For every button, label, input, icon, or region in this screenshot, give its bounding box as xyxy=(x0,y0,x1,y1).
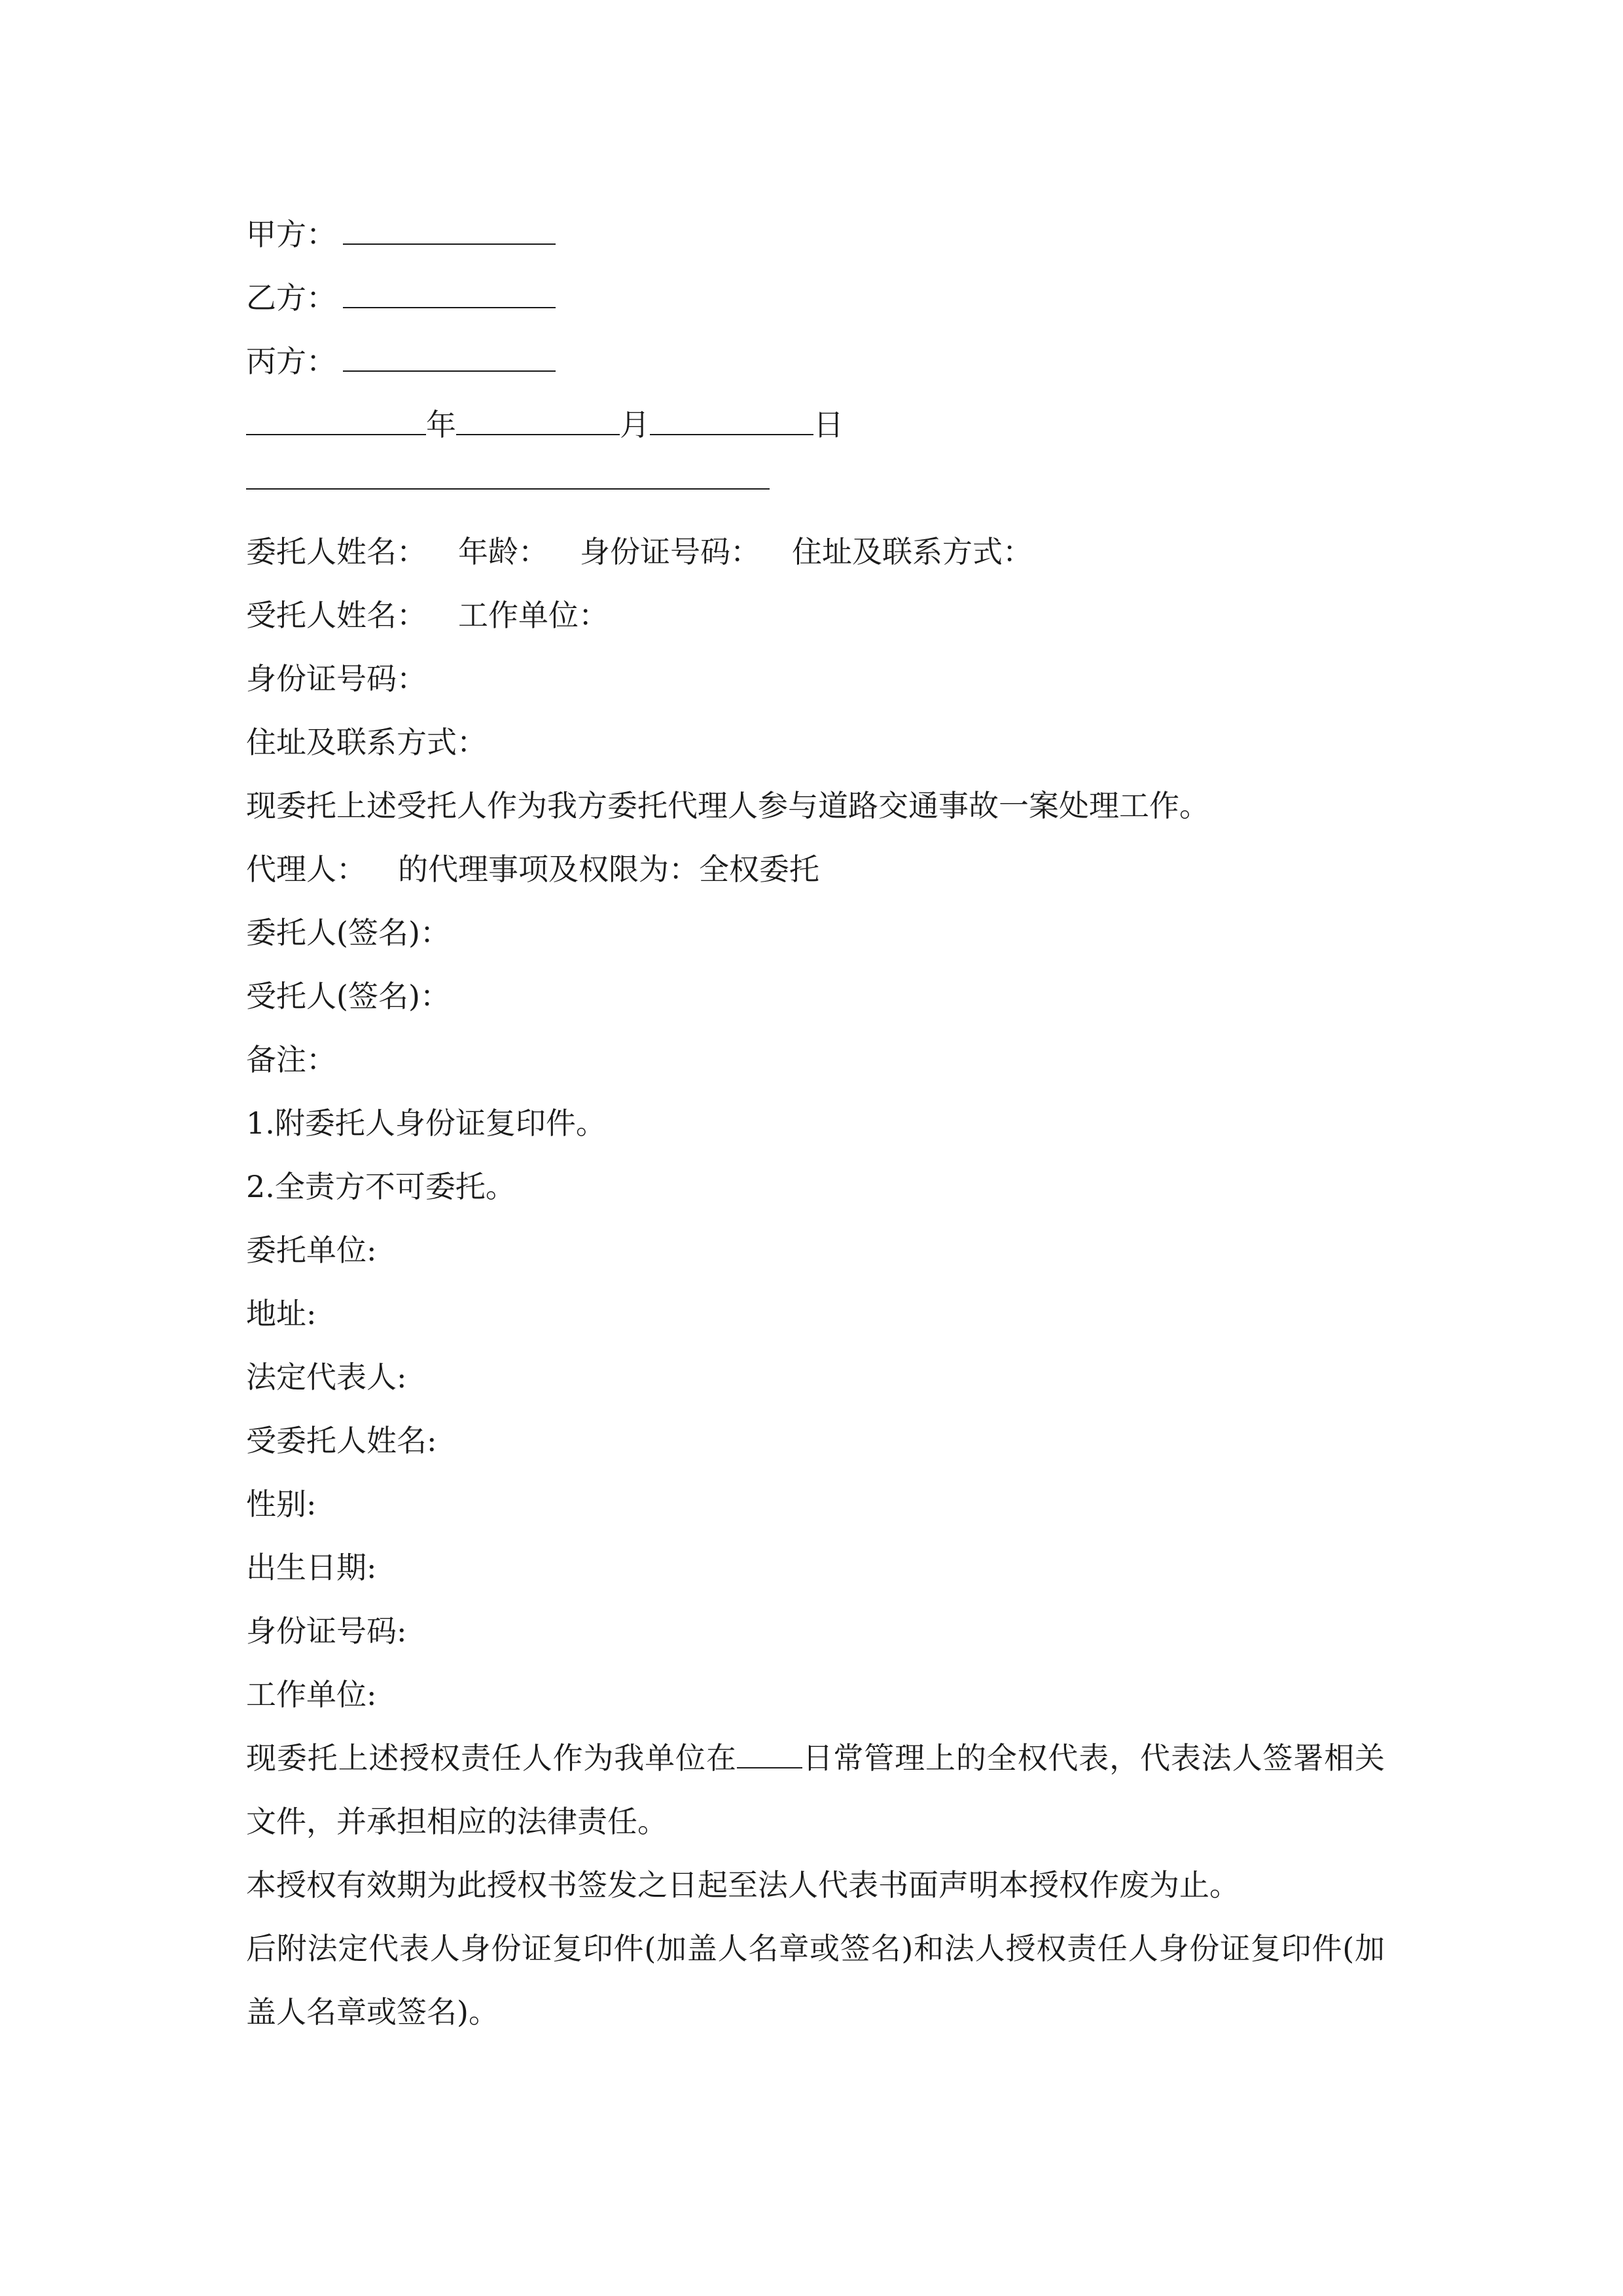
principal-address-label: 住址及联系方式： xyxy=(792,534,1033,569)
trustee-unit-label: 工作单位： xyxy=(458,598,609,633)
principal-info-row xyxy=(246,520,1385,584)
gender-row xyxy=(246,1473,1385,1536)
authorization-paragraph xyxy=(246,1727,1385,1854)
day-label: 日 xyxy=(813,407,844,442)
trustee-info-row xyxy=(246,584,1385,647)
principal-sign-row xyxy=(246,901,1385,965)
entrusting-unit-label: 委托单位: xyxy=(246,1232,377,1268)
delegation-statement-text: 现委托上述受托人作为我方委托代理人参与道路交通事故一案处理工作。 xyxy=(246,788,1209,823)
date-row xyxy=(246,393,1385,457)
scope-blank[interactable] xyxy=(737,1767,802,1768)
birth-date-row xyxy=(246,1536,1385,1600)
authorization-text-end: 日常管理上的全权代表，代表法人签署相关文件，并承担相应的法律责任。 xyxy=(246,1740,1385,1839)
trustee-address-label: 住址及联系方式： xyxy=(246,725,487,760)
party-b-label: 乙方： xyxy=(246,280,336,315)
unit-address-row xyxy=(246,1282,1385,1346)
principal-age-label: 年龄： xyxy=(458,534,548,569)
work-unit-label: 工作单位: xyxy=(246,1677,377,1712)
party-a-row xyxy=(246,203,1385,266)
trustee-full-name-label: 受委托人姓名: xyxy=(246,1423,437,1458)
month-blank[interactable] xyxy=(456,433,620,435)
day-blank[interactable] xyxy=(650,433,813,435)
party-a-blank[interactable] xyxy=(343,243,556,245)
party-b-row xyxy=(246,266,1385,330)
authorization-text-start: 现委托上述授权责任人作为我单位在 xyxy=(246,1740,737,1776)
remark-item-2 xyxy=(246,1155,1385,1219)
party-a-label: 甲方： xyxy=(246,217,336,252)
validity-text: 本授权有效期为此授权书签发之日起至法人代表书面声明本授权作废为止。 xyxy=(246,1867,1240,1903)
principal-sign-label: 委托人(签名)： xyxy=(246,915,450,950)
remarks-heading xyxy=(246,1028,1385,1092)
document-body xyxy=(246,203,1385,2044)
principal-id-label: 身份证号码： xyxy=(580,534,760,569)
party-c-blank[interactable] xyxy=(343,370,556,372)
remarks-label: 备注： xyxy=(246,1042,336,1077)
id-number-row xyxy=(246,1600,1385,1663)
agent-sign-label: 受托人(签名)： xyxy=(246,978,450,1014)
year-blank[interactable] xyxy=(246,433,426,435)
separator-rule xyxy=(246,488,770,490)
party-c-label: 丙方： xyxy=(246,344,336,379)
trustee-id-row xyxy=(246,647,1385,711)
birth-date-label: 出生日期: xyxy=(246,1550,377,1585)
validity-paragraph xyxy=(246,1854,1385,1917)
agent-sign-row xyxy=(246,965,1385,1028)
principal-name-label: 委托人姓名： xyxy=(246,534,427,569)
party-c-row xyxy=(246,330,1385,393)
unit-address-label: 地址: xyxy=(246,1296,317,1331)
separator xyxy=(246,457,1385,520)
party-b-blank[interactable] xyxy=(343,306,556,308)
attachment-text: 后附法定代表人身份证复印件(加盖人名章或签名)和法人授权责任人身份证复印件(加盖人名章或签名)。 xyxy=(246,1931,1385,2030)
work-unit-row xyxy=(246,1663,1385,1727)
remark-2-text: 2.全责方不可委托。 xyxy=(246,1169,516,1204)
gender-label: 性别: xyxy=(246,1486,317,1522)
trustee-name-label: 受托人姓名： xyxy=(246,598,427,633)
month-label: 月 xyxy=(620,407,650,442)
legal-rep-row xyxy=(246,1346,1385,1409)
trustee-name-row xyxy=(246,1409,1385,1473)
agent-label: 代理人： xyxy=(246,852,366,887)
trustee-id-label: 身份证号码： xyxy=(246,661,427,696)
entrusting-unit-row xyxy=(246,1219,1385,1282)
agent-scope-row xyxy=(246,838,1385,901)
attachment-paragraph xyxy=(246,1917,1385,2044)
remark-item-1 xyxy=(246,1092,1385,1155)
trustee-address-row xyxy=(246,711,1385,774)
year-label: 年 xyxy=(426,407,456,442)
agent-scope-text: 的代理事项及权限为：全权委托 xyxy=(398,852,819,887)
id-number-label: 身份证号码: xyxy=(246,1613,407,1649)
delegation-statement xyxy=(246,774,1385,838)
legal-rep-label: 法定代表人: xyxy=(246,1359,407,1395)
remark-1-text: 1.附委托人身份证复印件。 xyxy=(246,1105,606,1141)
